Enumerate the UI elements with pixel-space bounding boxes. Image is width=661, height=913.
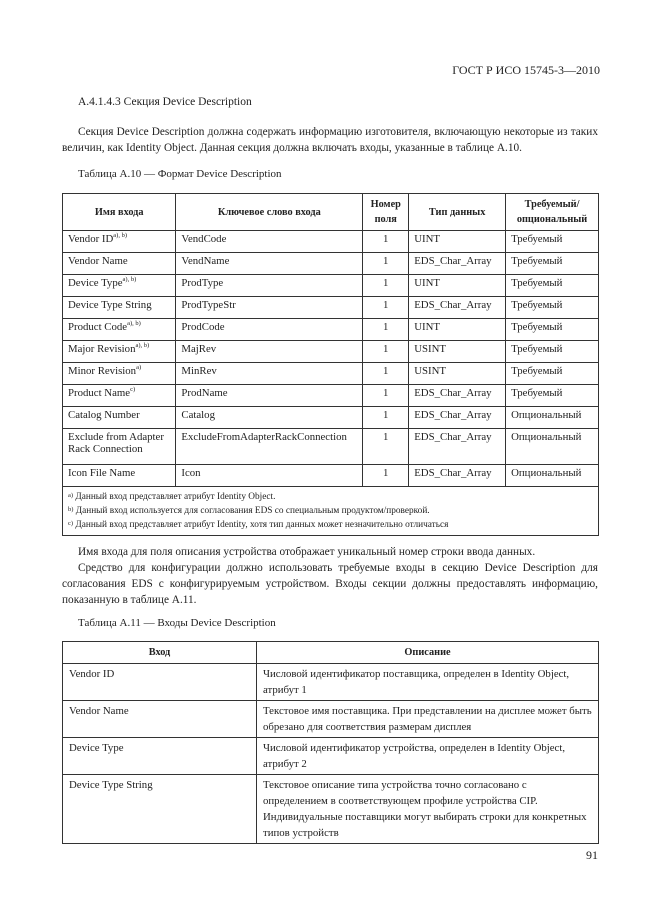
entry-keyword-cell: ProdCode <box>176 319 363 341</box>
description-cell: Текстовое описание типа устройства точно согласовано с определением в соответствующем профиле устройства CIP. Индивидуальные поставщики могут выбирать строки для конкретных типов устройств <box>257 775 599 844</box>
table-row <box>63 319 599 341</box>
footnote-ref: a), b) <box>135 342 150 349</box>
table-row <box>63 253 599 275</box>
data-type-cell: EDS_Char_Array <box>409 385 506 407</box>
table-footnotes <box>63 487 599 536</box>
footnote: $^{c)}$ Данный вход представляет атрибут Identity, хотя тип данных может незначительно отличаться <box>68 520 449 530</box>
field-number-cell: 1 <box>363 363 409 385</box>
required-cell: Требуемый <box>506 341 599 363</box>
footnote-ref: c) <box>130 386 136 393</box>
required-cell: Требуемый <box>506 319 599 341</box>
section-title: A.4.1.4.3 Секция Device Description <box>78 96 252 108</box>
table-row <box>63 341 599 363</box>
description-cell: Числовой идентификатор поставщика, определен в Identity Object, атрибут 1 <box>257 664 599 701</box>
footnote-ref: a), b) <box>122 276 137 283</box>
required-cell: Требуемый <box>506 385 599 407</box>
table-row <box>63 664 599 701</box>
required-cell: Опциональный <box>506 407 599 429</box>
table-row <box>63 775 599 844</box>
entry-cell: Device Type <box>63 738 257 775</box>
entry-cell: Vendor ID <box>63 664 257 701</box>
data-type-cell: USINT <box>409 363 506 385</box>
entry-name-cell: Product Code$^{a), b)}$ <box>63 319 176 341</box>
device-description-format-table <box>62 193 599 536</box>
table1-header-row <box>63 194 599 231</box>
table-row <box>63 231 599 253</box>
entry-keyword-cell: VendName <box>176 253 363 275</box>
field-number-cell: 1 <box>363 465 409 487</box>
entry-name-cell: Product Name$^{c)}$ <box>63 385 176 407</box>
entry-cell: Vendor Name <box>63 701 257 738</box>
data-type-cell: EDS_Char_Array <box>409 465 506 487</box>
table-row <box>63 275 599 297</box>
entry-name-cell: Catalog Number <box>63 407 176 429</box>
entry-cell: Device Type String <box>63 775 257 844</box>
required-cell: Требуемый <box>506 231 599 253</box>
entry-name-cell: Icon File Name <box>63 465 176 487</box>
table-row <box>63 385 599 407</box>
header-entry: Вход <box>63 642 257 664</box>
data-type-cell: EDS_Char_Array <box>409 253 506 275</box>
data-type-cell: EDS_Char_Array <box>409 407 506 429</box>
footnote: $^{b)}$ Данный вход используется для согласования EDS со специальным продуктом/проверкой. <box>68 506 430 516</box>
footnotes-row <box>63 487 599 536</box>
data-type-cell: EDS_Char_Array <box>409 429 506 465</box>
document-header: ГОСТ Р ИСО 15745-3—2010 <box>452 63 600 77</box>
entry-keyword-cell: ProdTypeStr <box>176 297 363 319</box>
entry-keyword-cell: ExcludeFromAdapterRackConnection <box>176 429 363 465</box>
body-paragraph-1: Имя входа для поля описания устройства отображает уникальный номер строки ввода данных. <box>78 546 536 558</box>
field-number-cell: 1 <box>363 429 409 465</box>
device-description-entries-table <box>62 641 599 844</box>
entry-keyword-cell: ProdType <box>176 275 363 297</box>
entry-keyword-cell: VendCode <box>176 231 363 253</box>
page-number: 91 <box>586 848 598 862</box>
field-number-cell: 1 <box>363 385 409 407</box>
required-cell: Опциональный <box>506 465 599 487</box>
entry-keyword-cell: Icon <box>176 465 363 487</box>
table-row <box>63 429 599 465</box>
field-number-cell: 1 <box>363 341 409 363</box>
entry-name-cell: Device Type String <box>63 297 176 319</box>
table-row <box>63 701 599 738</box>
required-cell: Требуемый <box>506 297 599 319</box>
description-cell: Текстовое имя поставщика. При представлении на дисплее может быть обрезано для соответствия размерам дисплея <box>257 701 599 738</box>
footnote: $^{a)}$ Данный вход представляет атрибут Identity Object. <box>68 492 276 502</box>
data-type-cell: EDS_Char_Array <box>409 297 506 319</box>
field-number-cell: 1 <box>363 275 409 297</box>
header-description: Описание <box>257 642 599 664</box>
footnote-ref: a) <box>136 364 142 371</box>
field-number-cell: 1 <box>363 253 409 275</box>
table2-header-row <box>63 642 599 664</box>
table-row <box>63 363 599 385</box>
entry-keyword-cell: MinRev <box>176 363 363 385</box>
entry-name-cell: Minor Revision$^{a)}$ <box>63 363 176 385</box>
entry-name-cell: Major Revision$^{a), b)}$ <box>63 341 176 363</box>
header-entry-name: Имя входа <box>63 194 176 231</box>
table1-caption: Таблица A.10 — Формат Device Description <box>78 168 282 180</box>
entry-keyword-cell: ProdName <box>176 385 363 407</box>
header-required-optional: Требуемый/ опциональный <box>506 194 599 231</box>
entry-name-cell: Device Type$^{a), b)}$ <box>63 275 176 297</box>
body-text <box>62 544 598 608</box>
required-cell: Требуемый <box>506 253 599 275</box>
entry-name-cell: Exclude from Adapter Rack Connection <box>63 429 176 465</box>
field-number-cell: 1 <box>363 319 409 341</box>
section-paragraph: Секция Device Description должна содержать информацию изготовителя, включающую некоторые из таких величин, как Identity Object. Данная секция должна включать входы, указанные в таблице A.10. <box>62 126 598 154</box>
table-row <box>63 738 599 775</box>
entry-name-cell: Vendor $ID^{a), b)}$ <box>63 231 176 253</box>
table2-caption: Таблица A.11 — Входы Device Description <box>78 617 276 629</box>
entry-name-cell: Vendor Name <box>63 253 176 275</box>
description-cell: Числовой идентификатор устройства, определен в Identity Object, атрибут 2 <box>257 738 599 775</box>
field-number-cell: 1 <box>363 231 409 253</box>
field-number-cell: 1 <box>363 407 409 429</box>
data-type-cell: USINT <box>409 341 506 363</box>
body-paragraph-2: Средство для конфигурации должно использовать требуемые входы в секцию Device Description для согласования EDS с конфигурируемым устройством. Входы секции должны предоставлять информацию, показанную в таблице A.11. <box>62 562 598 606</box>
footnote-ref: a), b) <box>113 232 127 239</box>
header-field-number: Номер поля <box>363 194 409 231</box>
header-data-type: Тип данных <box>409 194 506 231</box>
field-number-cell: 1 <box>363 297 409 319</box>
required-cell: Опциональный <box>506 429 599 465</box>
entry-keyword-cell: MajRev <box>176 341 363 363</box>
data-type-cell: UINT <box>409 231 506 253</box>
required-cell: Требуемый <box>506 363 599 385</box>
required-cell: Требуемый <box>506 275 599 297</box>
table-row <box>63 297 599 319</box>
header-entry-keyword: Ключевое слово входа <box>176 194 363 231</box>
data-type-cell: UINT <box>409 319 506 341</box>
footnote-ref: a), b) <box>127 320 141 327</box>
data-type-cell: UINT <box>409 275 506 297</box>
table-row <box>63 465 599 487</box>
table-row <box>63 407 599 429</box>
entry-keyword-cell: Catalog <box>176 407 363 429</box>
